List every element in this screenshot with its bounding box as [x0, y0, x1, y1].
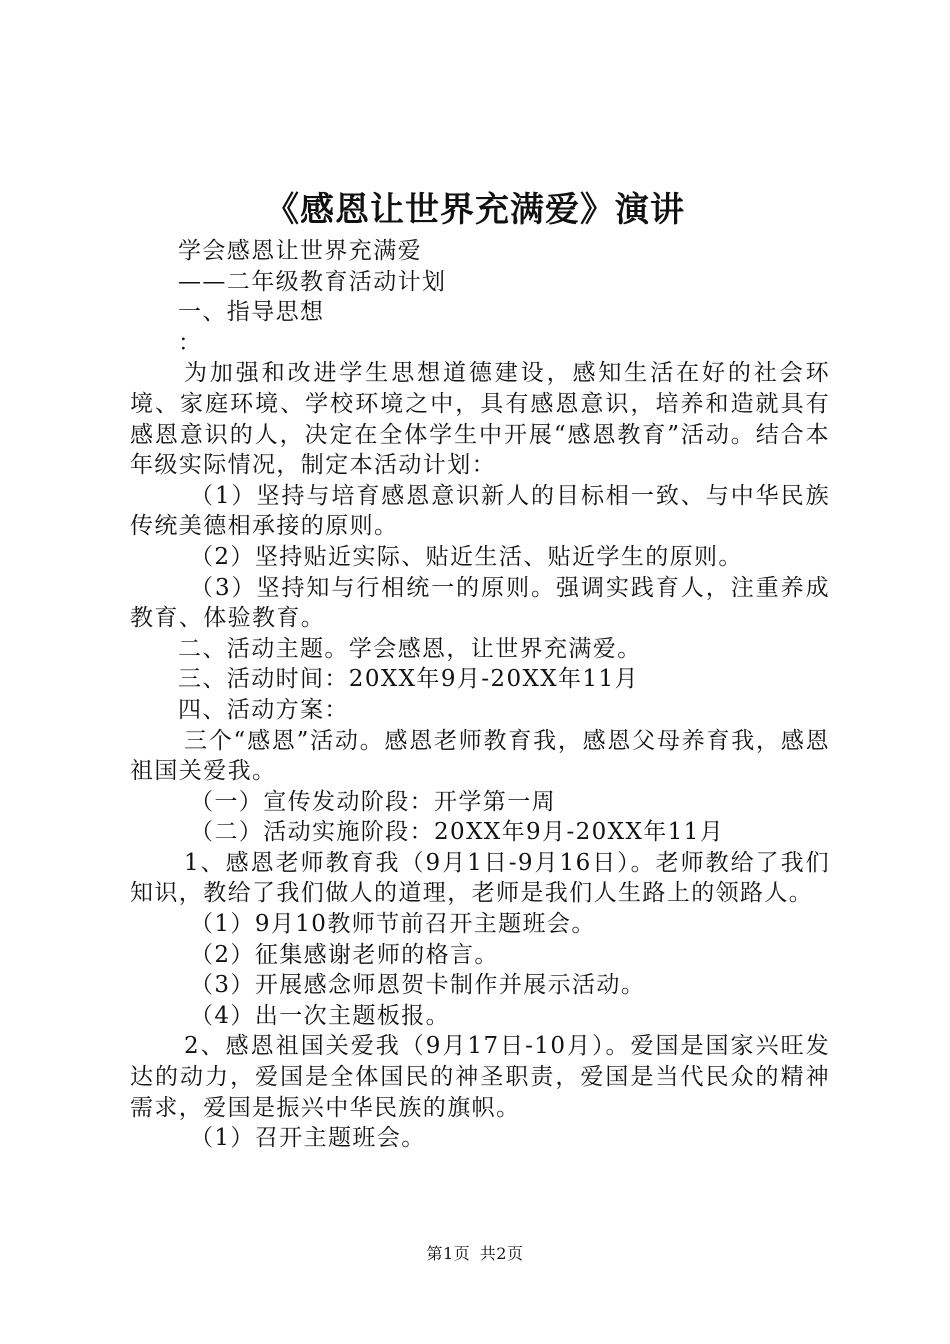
page-total: 共2页	[479, 1244, 524, 1263]
document-body	[130, 236, 830, 1154]
paragraph-three-gratitudes: 三个“感恩”活动。感恩老师教育我，感恩父母养育我，感恩祖国关爱我。	[130, 727, 830, 785]
stage-2: （二）活动实施阶段：20XX年9月-20XX年11月	[190, 819, 725, 846]
colon-line: ：	[178, 329, 203, 356]
activity-2-item-1: （1）召开主题班会。	[190, 1125, 426, 1152]
activity-2-country: 2、感恩祖国关爱我（9月17日-10月）。爱国是国家兴旺发达的动力，爱国是全体国民的神圣职责，爱国是当代民众的精神需求，爱国是振兴中华民族的旗帜。	[130, 1033, 830, 1121]
section-heading-guiding-idea: 一、指导思想	[178, 299, 325, 326]
stage-1: （一）宣传发动阶段：开学第一周	[190, 788, 556, 815]
subtitle-line: 学会感恩让世界充满爱	[178, 238, 422, 264]
subtitle-plan-line: ——二年级教育活动计划	[178, 268, 447, 295]
activity-1-item-4: （4）出一次主题板报。	[190, 1002, 451, 1029]
activity-1-item-3: （3）开展感念师恩贺卡制作并展示活动。	[190, 972, 646, 999]
page-footer	[0, 1243, 950, 1265]
activity-1-item-2: （2）征集感谢老师的格言。	[190, 941, 499, 968]
section-heading-theme: 二、活动主题。学会感恩，让世界充满爱。	[178, 635, 642, 662]
principle-2: （2）坚持贴近实际、贴近生活、贴近学生的原则。	[190, 543, 743, 570]
principle-3: （3）坚持知与行相统一的原则。强调实践育人，注重养成教育、体验教育。	[130, 574, 830, 632]
page-number: 第1页	[426, 1244, 471, 1263]
section-heading-plan: 四、活动方案：	[178, 696, 349, 723]
activity-1-teachers: 1、感恩老师教育我（9月1日-9月16日）。老师教给了我们知识，教给了我们做人的道理，老师是我们人生路上的领路人。	[130, 849, 830, 907]
activity-1-item-1: （1）9月10教师节前召开主题班会。	[190, 911, 596, 938]
paragraph-intro: 为加强和改进学生思想道德建设，感知生活在好的社会环境、家庭环境、学校环境之中，具有感恩意识，培养和造就具有感恩意识的人，决定在全体学生中开展“感恩教育”活动。结合本年级实际情况，制定本活动计划：	[130, 360, 830, 479]
section-heading-time: 三、活动时间：20XX年9月-20XX年11月	[178, 666, 639, 693]
principle-1: （1）坚持与培育感恩意识新人的目标相一致、与中华民族传统美德相承接的原则。	[130, 482, 830, 540]
document-title: 《感恩让世界充满爱》演讲	[265, 190, 685, 230]
